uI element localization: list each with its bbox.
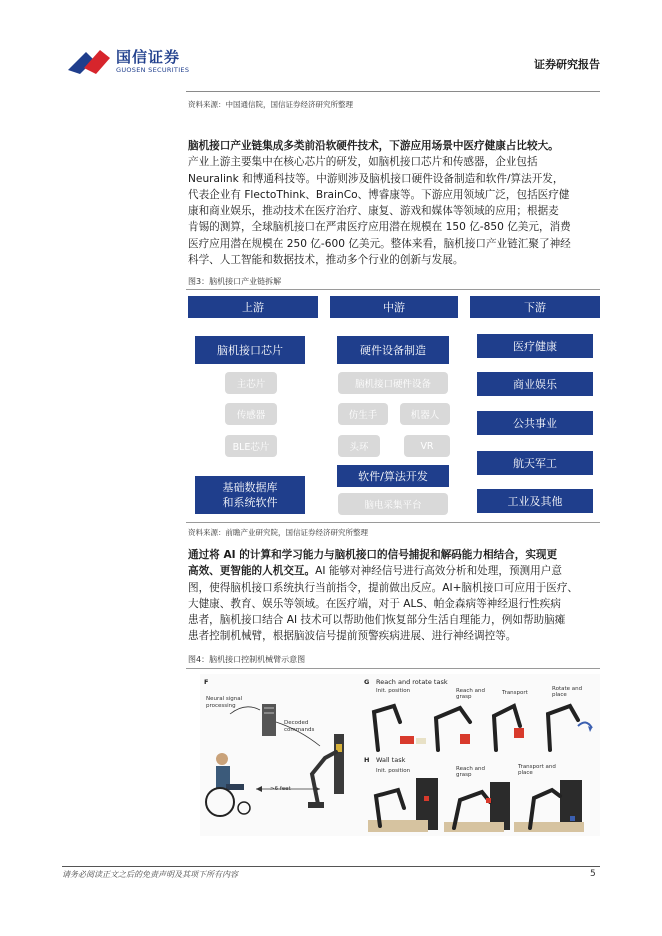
reach-rotate-title: Reach and rotate task <box>376 678 448 686</box>
upstream-database-line1: 基础数据库 <box>222 481 278 494</box>
report-type-label: 证券研究报告 <box>534 58 600 71</box>
figure4-title: 图4：脑机接口控制机械臂示意图 <box>188 655 306 664</box>
upstream-chip-main: 主芯片 <box>225 372 277 394</box>
midstream-chip-headband: 头环 <box>338 435 380 457</box>
paragraph-line: 患者，脑机接口结合 AI 技术可以帮助他们恢复部分生活自理能力，例如帮助脑瘫 <box>188 614 566 627</box>
h-step-reach: Reach and grasp <box>456 766 485 778</box>
source-note-top: 资料来源：中国通信院，国信证券经济研究所整理 <box>188 100 353 109</box>
midstream-chip-robot: 机器人 <box>400 403 450 425</box>
wall-task-title: Wall task <box>376 756 406 764</box>
upstream-chip-sensor: 传感器 <box>225 403 277 425</box>
robot-arm-figure <box>200 674 600 836</box>
paragraph-line: Neuralink 和博通科技等。中游则涉及脑机接口硬件设备制造和软件/算法开发， <box>188 172 564 185</box>
h-step-transport: Transport and place <box>518 764 556 776</box>
panel-h-label: H <box>364 756 370 764</box>
g-step-rotate: Rotate and place <box>552 686 583 698</box>
downstream-item-industry: 工业及其他 <box>477 489 593 513</box>
upstream-chip-ble: BLE芯片 <box>225 435 277 457</box>
downstream-item-entertainment: 商业娱乐 <box>477 372 593 396</box>
upstream-main-box: 脑机接口芯片 <box>195 336 305 364</box>
paragraph-lead-bold: 通过将 AI 的计算和学习能力与脑机接口的信号捕捉和解码能力相结合，实现更 <box>188 549 558 561</box>
h-step-init: Init. position <box>376 768 411 774</box>
paragraph-ai-bci <box>188 547 600 645</box>
header-divider <box>186 91 600 92</box>
paragraph-line: 大健康、教育、娱乐等领域。在医疗端，对于 ALS、帕金森病等神经退行性疾病 <box>188 597 561 610</box>
figure3-title: 图3：脑机接口产业链拆解 <box>188 277 282 286</box>
upstream-database-line2: 和系统软件 <box>222 496 278 509</box>
panel-f-label: F <box>204 678 209 686</box>
upstream-header: 上游 <box>188 296 318 318</box>
processing-label: processing <box>206 703 236 709</box>
logo-english-name: GUOSEN SECURITIES <box>116 66 190 74</box>
paragraph-line: 肯锡的测算，全球脑机接口在严肃医疗应用潜在规模在 150 亿-850 亿美元，消费 <box>188 221 571 234</box>
midstream-chip-vr: VR <box>404 435 450 457</box>
downstream-header: 下游 <box>470 296 600 318</box>
figure4-top-rule <box>186 668 600 669</box>
midstream-main-box: 硬件设备制造 <box>337 336 449 364</box>
paragraph-line: 康和商业娱乐，推动技术在医疗治疗、康复、游戏和媒体等领域的应用；根据麦 <box>188 205 559 218</box>
paragraph-line: 科学、人工智能和数据技术，推动多个行业的创新与发展。 <box>188 254 464 267</box>
paragraph-line: 产业上游主要集中在核心芯片的研发，如脑机接口芯片和传感器，企业包括 <box>188 156 538 169</box>
paragraph-industry-chain <box>188 138 600 268</box>
downstream-item-public: 公共事业 <box>477 411 593 435</box>
decoded-label: Decoded <box>284 720 309 726</box>
paragraph-lead-bold-end: 高效、更智能的人机交互。 <box>188 565 316 578</box>
midstream-chip-device: 脑机接口硬件设备 <box>338 372 448 394</box>
paragraph-line: 图，使得脑机接口系统执行当前指令，提前做出反应。AI+脑机接口可应用于医疗、 <box>188 581 579 594</box>
downstream-item-medical: 医疗健康 <box>477 334 593 358</box>
distance-label: >6 feet <box>270 786 291 792</box>
paragraph-line: AI 能够对神经信号进行高效分析和处理，预测用户意 <box>315 565 562 578</box>
commands-label: commands <box>284 727 315 733</box>
wheelchair-arm-illustration <box>200 674 360 836</box>
reach-rotate-photos <box>364 698 600 754</box>
logo-chinese-name: 国信证券 <box>116 48 181 66</box>
footer-divider <box>62 866 600 867</box>
paragraph-line: 代表企业有 FlectoThink、BrainCo、博睿康等。下游应用领域广泛，包括医疗健 <box>188 188 570 201</box>
figure3-top-rule <box>186 289 600 290</box>
downstream-item-aerospace: 航天军工 <box>477 451 593 475</box>
upstream-database-box <box>195 476 305 514</box>
midstream-header: 中游 <box>330 296 458 318</box>
g-step-reach: Reach and grasp <box>456 688 485 700</box>
paragraph-lead-bold: 脑机接口产业链集成多类前沿软硬件技术，下游应用场景中医疗健康占比较大。 <box>188 140 559 152</box>
page-number: 5 <box>590 869 596 879</box>
g-step-transport: Transport <box>502 690 528 696</box>
guosen-logo-icon <box>66 46 112 76</box>
g-step-init: Init. position <box>376 688 411 694</box>
figure3-source: 资料来源：前瞻产业研究院，国信证券经济研究所整理 <box>188 528 368 537</box>
paragraph-line: 患者控制机械臂，根据脑波信号提前预警疾病进展、进行神经调控等。 <box>188 630 517 643</box>
panel-g-label: G <box>364 678 370 686</box>
midstream-chip-prosthetic: 仿生手 <box>338 403 388 425</box>
paragraph-line: 医疗应用潜在规模在 250 亿-600 亿美元。整体来看，脑机接口产业链汇聚了神经 <box>188 237 571 250</box>
figure3-bottom-rule <box>186 522 600 523</box>
disclaimer-note: 请务必阅读正文之后的免责声明及其项下所有内容 <box>62 870 238 879</box>
neural-signal-label: Neural signal <box>206 696 243 702</box>
midstream-chip-platform: 脑电采集平台 <box>338 493 448 515</box>
wall-task-photos <box>364 776 600 834</box>
midstream-software-box: 软件/算法开发 <box>337 465 449 487</box>
